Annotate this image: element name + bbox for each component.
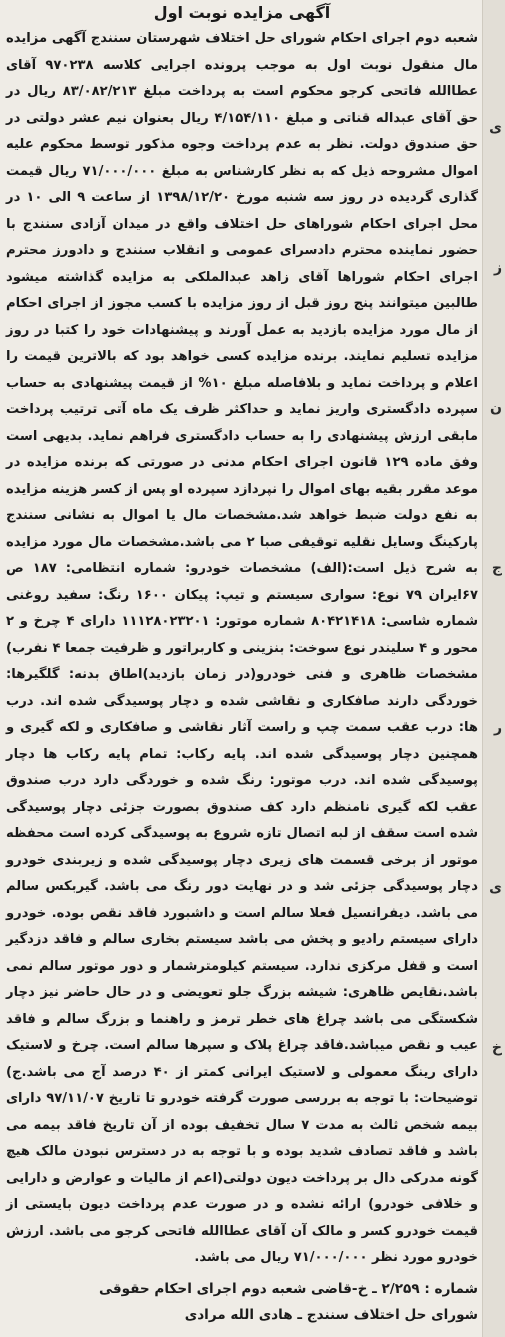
notice-title: آگهی مزایده نوبت اول xyxy=(153,3,331,22)
margin-fragment: ن xyxy=(490,400,502,416)
margin-fragment: ی xyxy=(489,880,502,896)
adjacent-column-strip xyxy=(482,0,505,1337)
footer-reference-line: شماره : ۲/۲۵۹ ـ خ-قاضی شعبه دوم اجرای احکام حقوقی xyxy=(98,1280,478,1297)
margin-fragment: ی xyxy=(489,120,502,136)
footer-signature-line: شورای حل اختلاف سنندج ـ هادی الله مرادی xyxy=(184,1306,478,1323)
margin-fragment: ج xyxy=(491,560,502,576)
auction-notice xyxy=(6,2,478,1332)
margin-fragment: خ xyxy=(491,1040,502,1056)
notice-body: شعبه دوم اجرای احکام شورای حل اختلاف شهرستان سنندج آگهی مزایده مال منقول نوبت اول به موجب پرونده اجرایی کلاسه ۹۷۰۲۳۸ آقای عطاالله فاتحی کرجو محکوم است به پرداخت مبلغ ۸۳/۰۸۲/۲۱۳ ریال در حق آقای عبداله قناتی و مبلغ ۴/۱۵۴/۱۱۰ ریال بعنوان نیم عشر دولتی در حق صندوق دولت. نظر به عدم پرداخت وجوه مذکور توسط محکوم علیه اموال مشروحه ذیل که به نظر کارشناس به مبلغ ۷۱/۰۰۰/۰۰۰ ریال قیمت گذاری گردیده در روز سه شنبه مورخ ۱۳۹۸/۱۲/۲۰ از ساعت ۹ الی ۱۰ در محل اجرای احکام شوراهای حل اختلاف واقع در میدان آزادی سنندج با حضور نماینده محترم دادسرای عمومی و انقلاب سنندج و دادورز محترم اجرای احکام شوراها آقای زاهد عبدالملکی به مزایده گذاشته میشود طالبین میتوانند پنج روز قبل از روز مزایده با کسب مجوز از اجرای احکام از مال مورد مزایده بازدید به عمل آورند و پیشنهادات خود را کتبا در روز مزایده تسلیم نمایند. برنده مزایده کسی خواهد بود که بالاترین قیمت را اعلام و پرداخت نماید و بلافاصله مبلغ ۱۰% از قیمت پیشنهادی به حساب سپرده دادگستری واریز نماید و حداکثر ظرف یک ماه آتی ترتیب پرداخت مابقی ارزش پیشنهادی را به حساب دادگستری فراهم نماید. بدیهی است وفق ماده ۱۲۹ قانون اجرای احکام مدنی در صورتی که برنده مزایده در موعد مقرر بقیه بهای اموال را نپردازد سپرده او پس از کسر هزینه مزایده به نفع دولت ضبط خواهد شد.مشخصات مال یا اموال به نشانی سنندج پارکینگ وسایل نقلیه توقیفی صبا ۲ می باشد.مشخصات مال مورد مزایده به شرح ذیل است:(الف) مشخصات خودرو: شماره انتظامی: ۱۸۷ ص ۶۷ایران ۷۹ نوع: سواری سیستم و تیپ: پیکان ۱۶۰۰ رنگ: سفید روغنی شماره شاسی: ۸۰۴۲۱۴۱۸ شماره موتور: ۱۱۱۲۸۰۲۳۲۰۱ دارای ۴ چرخ و ۲ محور و ۴ سلیندر نوع سوخت: بنزینی و کاربراتور و ظرفیت جمعا ۴ نفرب) مشخصات ظاهری و فنی خودرو(در زمان بازدید)اطاق بدنه: گلگیرها: خوردگی دارند صافکاری و نقاشی شده و دچار پوسیدگی شده اند. درب ها: درب عقب سمت چپ و راست آثار نقاشی و صافکاری و لکه گیری و همچنین دچار پوسیدگی شده اند. پایه رکاب: تمام پایه رکاب ها دچار پوسیدگی شده اند. درب موتور: رنگ شده و خوردگی دارد درب صندوق عقب لکه گیری نامنظم دارد کف صندوق بصورت جزئی دچار پوسیدگی شده است سقف از لبه اتصال تازه شروع به پوسیدگی کرده است محفظه موتور از برخی قسمت های زیری دچار پوسیدگی شده و زیربندی خودرو دچار پوسیدگی جزئی شد و در نهایت دور رنگ می باشد. گیربکس سالم می باشد. دیفرانسیل فعلا سالم است و داشبورد فاقد نقص بوده. خودرو دارای سیستم رادیو و پخش می باشد سیستم بخاری سالم و فاقد دزدگیر است و قفل مرکزی ندارد. سیستم کیلومترشمار و دور موتور سالم نمی باشد.نقایص ظاهری: شیشه بزرگ جلو تعویضی و در حال حاضر نیز دچار شکستگی می باشد چراغ های خطر ترمز و راهنما و بزرگ سالم و فاقد عیب و نقص میباشد.فاقد چراغ پلاک و سپرها سالم است. چرخ و لاستیک دارای رینگ معمولی و لاستیک ایرانی کمتر از ۴۰ درصد آج می باشد.ج) توضیحات: با توجه به بررسی صورت گرفته خودرو تا تاریخ ۹۷/۱۱/۰۷ دارای بیمه شخص ثالث به مدت ۷ سال تخفیف بوده از آن تاریخ فاقد بیمه می باشد و فاقد تصادف شدید بوده و با توجه به در دسترس نبودن مالک هیچ گونه مدرکی دال بر پرداخت دیون دولتی(اعم از مالیات و عوارض و دارایی و خلافی خودرو) ارائه نشده و در صورت عدم پرداخت دیون بایستی از قیمت خودرو کسر و مالک آن آقای عطاالله فاتحی کرجو می باشد. ارزش خودرو مورد نظر ۷۱/۰۰۰/۰۰۰ ریال می باشد. xyxy=(6,31,479,1265)
notice-footer xyxy=(6,1276,478,1328)
margin-fragment: ر xyxy=(493,720,502,736)
margin-fragment: ز xyxy=(493,260,502,276)
